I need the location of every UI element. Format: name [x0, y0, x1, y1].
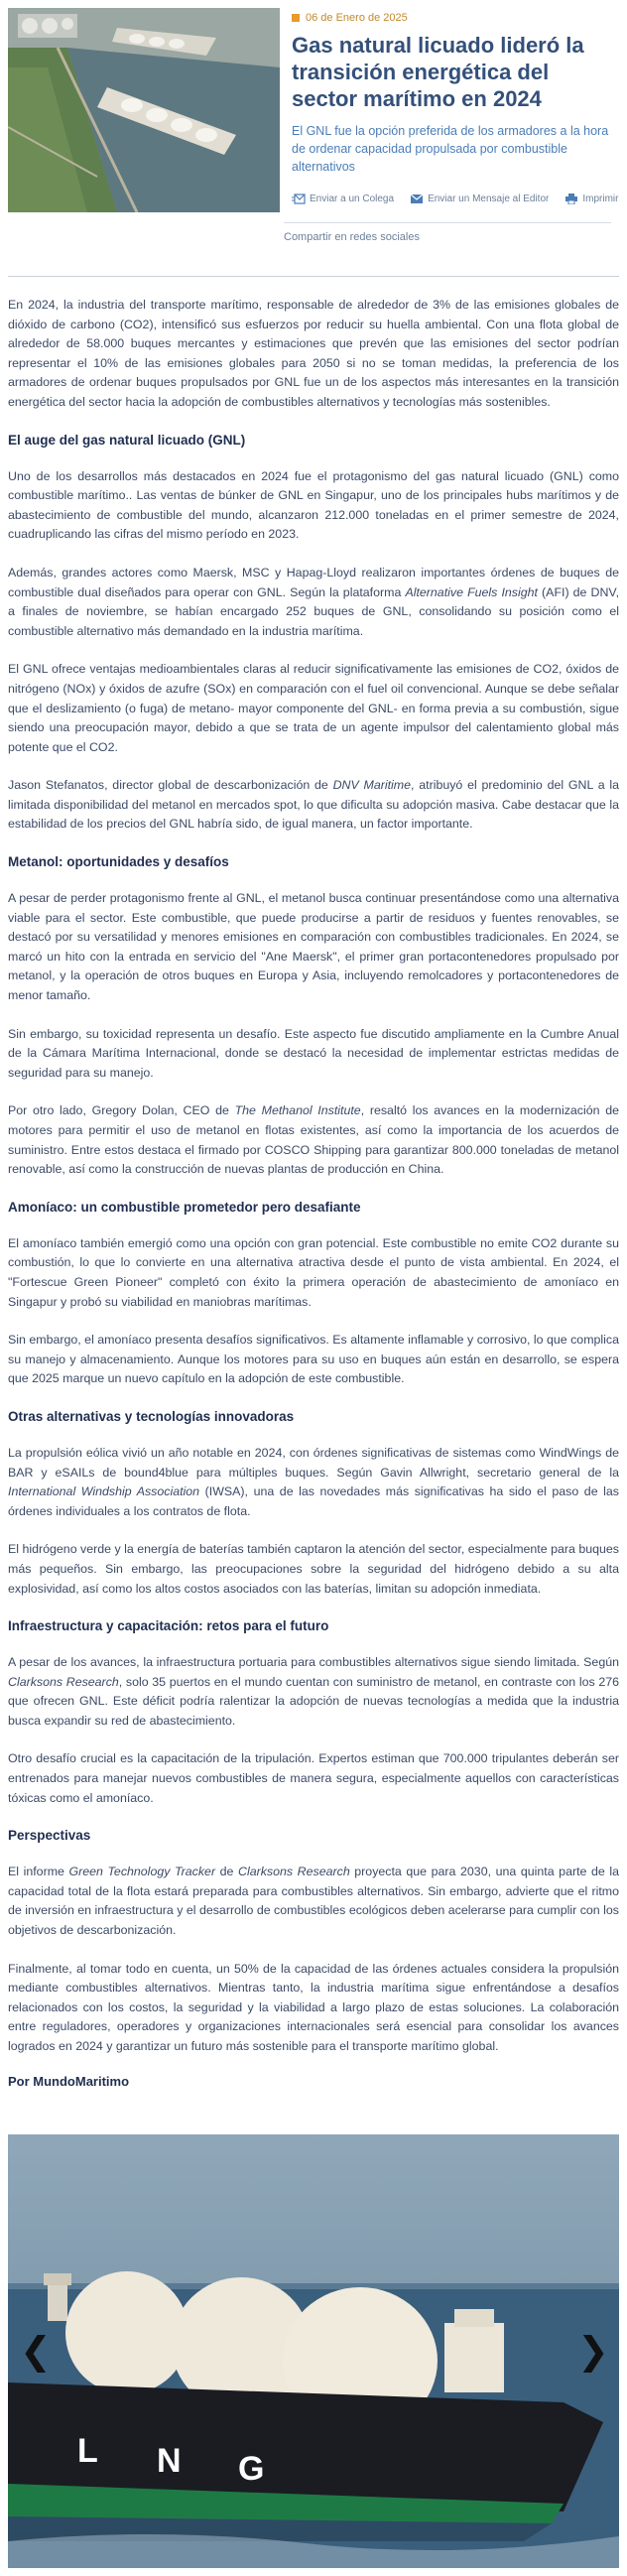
- paragraph: [8, 1653, 619, 1731]
- text-span: Jason Stefanatos, director global de descarbonización de: [8, 778, 333, 793]
- printer-icon: [564, 193, 578, 204]
- section-heading-infraestructura: Infraestructura y capacitación: retos para el futuro: [8, 1618, 329, 1634]
- article-header: [8, 8, 619, 216]
- emphasis: Green Technology Tracker: [68, 1865, 216, 1879]
- lng-terminal-aerial-photo: [8, 8, 280, 212]
- date-text: 06 de Enero de 2025: [306, 12, 408, 24]
- text-span: (AFI) de DNV, a finales de noviembre, se habían encargado 252 buques de GNL, consolidando su posición como el combustible alternativo más demandado en la industria marítima.: [8, 584, 620, 638]
- paragraph: Otro desafío crucial es la capacitación de la tripulación. Expertos estiman que 700.000 tripulantes deberán ser entrenados para manejar nuevos combustibles de manera segura, especialmente aquellos con características tóxicas como el amoníaco.: [8, 1751, 619, 1805]
- section-heading-amoniaco: Amoníaco: un combustible prometedor pero desafiante: [8, 1199, 361, 1215]
- paragraph: [8, 564, 619, 641]
- gallery-prev-button[interactable]: ❮: [20, 2329, 52, 2373]
- paragraph: [8, 1101, 619, 1179]
- publish-date: [292, 12, 619, 24]
- emphasis: Clarksons Research: [8, 1674, 119, 1689]
- section-heading-gnl: El auge del gas natural licuado (GNL): [8, 432, 246, 448]
- hull-letter: G: [238, 2450, 265, 2488]
- paragraph: A pesar de perder protagonismo frente al GNL, el metanol busca continuar presentándose como una alternativa viable para el sector. Este combustible, que puede producirse a partir de residuos y fuentes renovables, se destacó por su versatilidad y menores emisiones en comparación con combustibles tradicionales. En 2024, se marcó un hito con la entrada en servicio del "Ane Maersk", el primer gran portacontenedores propulsado por metanol, y la operación de otros buques en Europa y Asia, incluyendo remolcadores y portacontenedores de menor tamaño.: [8, 891, 619, 1003]
- article-actions: [292, 193, 619, 204]
- article-lead: El GNL fue la opción preferida de los armadores a la hora de ordenar capacidad propulsada por combustible alternativos: [292, 124, 609, 174]
- paragraph: [8, 776, 619, 835]
- header-divider: [8, 276, 619, 277]
- paragraph: Sin embargo, el amoníaco presenta desafíos significativos. Es altamente inflamable y corrosivo, lo que complica su manejo y almacenamiento. Aunque los motores para su uso en buques aún están en desarrollo, se espera que 2025 marque un nuevo capítulo en la adopción de este combustible.: [8, 1333, 619, 1386]
- gallery-next-button[interactable]: ❯: [577, 2329, 609, 2373]
- section-heading-alternativas: Otras alternativas y tecnologías innovadoras: [8, 1408, 295, 1424]
- paragraph: Sin embargo, su toxicidad representa un desafío. Este aspecto fue discutido ampliamente en la Cumbre Anual de la Cámara Marítima Internacional, donde se destacó la necesidad de implementar estrictas medidas de seguridad para su manejo.: [8, 1026, 619, 1080]
- paragraph: El GNL ofrece ventajas medioambientales claras al reducir significativamente las emisiones de CO2, óxidos de nitrógeno (NOx) y óxidos de azufre (SOx) en comparación con el fuel oil convencional. Aunque se debe señalar que el deslizamiento (o fuga) de metano- mayor componente del GNL- en forma previa a su combustión, sigue siendo una preocupación mayor, debido a que se trata de un agente impulsor del calentamiento global más potente que el CO2.: [8, 662, 619, 754]
- text-span: La propulsión eólica vivió un año notable en 2024, con órdenes significativas de sistemas como WindWings de BAR y eSAILs de bound4blue para múltiples buques. Según Gavin Allwright, secretario general de la: [8, 1445, 619, 1480]
- send-to-colleague-label: Enviar a un Colega: [310, 193, 395, 204]
- send-envelope-icon: [292, 193, 306, 204]
- lng-carrier-photo: [8, 2134, 619, 2568]
- article-body: [8, 296, 619, 2091]
- message-editor-link[interactable]: [410, 193, 549, 204]
- date-marker-icon: [292, 14, 300, 22]
- paragraph: Finalmente, al tomar todo en cuenta, un 50% de la capacidad de las órdenes actuales considera la propulsión mediante combustibles alternativos. Mientras tanto, la industria marítima sigue enfrentándose a desafíos relacionados con los costos, la seguridad y la viabilidad a largo plazo de estas soluciones. La colaboración entre reguladores, operadores y organizaciones internacionales será esencial para consolidar los avances logrados en 2024 y garantizar un futuro más sostenible para el transporte marítimo global.: [8, 1961, 619, 2053]
- text-span: A pesar de los avances, la infraestructura portuaria para combustibles alternativos sigue siendo limitada. Según: [8, 1655, 619, 1670]
- text-span: de: [215, 1865, 239, 1879]
- page-title: Gas natural licuado lideró la transición energética del sector marítimo en 2024: [292, 33, 584, 111]
- print-link[interactable]: [564, 193, 618, 204]
- text-span: , atribuyó el predominio del GNL a la limitada disponibilidad del metanol en mercados spot, lo que dificulta su adopción masiva. Cabe destacar que la estabilidad de los precios del GNL habría sido, de igual manera, un factor importante.: [8, 778, 620, 832]
- hull-letter: L: [77, 2432, 98, 2470]
- section-heading-metanol: Metanol: oportunidades y desafíos: [8, 854, 229, 870]
- paragraph: [8, 1444, 619, 1521]
- paragraph: El amoníaco también emergió como una opción con gran potencial. Este combustible no emite CO2 durante su combustión, lo que lo convierte en una alternativa atractiva desde el punto de vista ambiental. En 2024, el "Fortescue Green Pioneer" completó con éxito la primera operación de abastecimiento de amoníaco en Singapur y probó su viabilidad en maniobras marítimas.: [8, 1235, 619, 1309]
- text-span: , resaltó los avances en la modernización de motores para permitir el uso de metanol en flotas existentes, así como la importancia de los acuerdos de suministro. Entre estos destaca el firmado por COSCO Shipping para garantizar 800.000 toneladas de metanol renovable, así como la construcción de nuevas plantas de producción en China.: [8, 1103, 619, 1177]
- share-social-link[interactable]: Compartir en redes sociales: [284, 222, 611, 243]
- emphasis: International Windship Association: [8, 1484, 200, 1499]
- section-heading-perspectivas: Perspectivas: [8, 1828, 91, 1844]
- hero-image: [8, 8, 280, 212]
- message-editor-label: Enviar un Mensaje al Editor: [428, 193, 550, 204]
- emphasis: The Methanol Institute: [234, 1103, 361, 1118]
- emphasis: Clarksons Research: [238, 1865, 350, 1879]
- lng-tank: [65, 2271, 188, 2394]
- hull-letter: N: [157, 2442, 182, 2480]
- text-span: (IWSA), una de las novedades más significativas ha sido el paso de las órdenes individuales a los contratos de flota.: [8, 1484, 619, 1518]
- article-meta: [292, 12, 619, 204]
- paragraph: En 2024, la industria del transporte marítimo, responsable de alrededor de 3% de las emisiones globales de dióxido de carbono (CO2), intensificó sus esfuerzos por reducir su huella ambiental. Con una flota global de alrededor de 58.000 buques mercantes y estimaciones que prevén que las emisiones del sector podrían representar el 10% de las emisiones globales para 2050 si no se toman medidas, la preferencia de los armadores de ordenar buques propulsados por GNL fue un de los aspectos más interesantes en la transición energética del sector hacia la adopción de combustibles alternativos y tecnologías más sostenibles.: [8, 298, 619, 409]
- text-span: Además, grandes actores como Maersk, MSC y Hapag-Lloyd realizaron importantes órdenes de buques de combustible dual diseñados para operar con GNL. Según la plataforma: [8, 565, 619, 599]
- paragraph: Uno de los desarrollos más destacados en 2024 fue el protagonismo del gas natural licuado (GNL) como combustible marítimo.. Las ventas de búnker de GNL en Singapur, uno de los principales hubs marítimos y de abastecimiento de combustible del mundo, alcanzaron 212.000 toneladas en el primer semestre de 2024, cuadruplicando las cifras del mismo período en 2023.: [8, 468, 619, 542]
- text-span: Por otro lado, Gregory Dolan, CEO de: [8, 1103, 235, 1118]
- envelope-icon: [410, 193, 424, 204]
- text-span: El informe: [8, 1865, 69, 1879]
- send-to-colleague-link[interactable]: [292, 193, 394, 204]
- byline: Por MundoMaritimo: [8, 2073, 130, 2089]
- text-span: proyecta que para 2030, una quinta parte de la capacidad total de la flota estará preparada para combustibles alternativos. Sin embargo, advierte que el ritmo de inversión en infraestructura y el desarrollo de combustibles ecológicos deben acelerarse para cumplir con los objetivos de descarbonización.: [8, 1865, 620, 1938]
- paragraph: El hidrógeno verde y la energía de baterías también captaron la atención del sector, especialmente para buques más pequeños. Sin embargo, las preocupaciones sobre la seguridad del hidrógeno debido a su alta explosividad, así como los altos costos asociados con las baterías, limitan su adopción inmediata.: [8, 1542, 619, 1596]
- paragraph: [8, 1863, 619, 1940]
- print-label: Imprimir: [582, 193, 619, 204]
- text-span: , solo 35 puertos en el mundo cuentan con suministro de metanol, en contraste con los 276 que ofrecen GNL. Este déficit podría ralentizar la adopción de nuevas tecnologías a medida que la industria busca expandir su red de abastecimiento.: [8, 1674, 620, 1728]
- image-gallery: [8, 2134, 619, 2568]
- emphasis: DNV Maritime: [332, 778, 412, 793]
- emphasis: Alternative Fuels Insight: [405, 584, 538, 599]
